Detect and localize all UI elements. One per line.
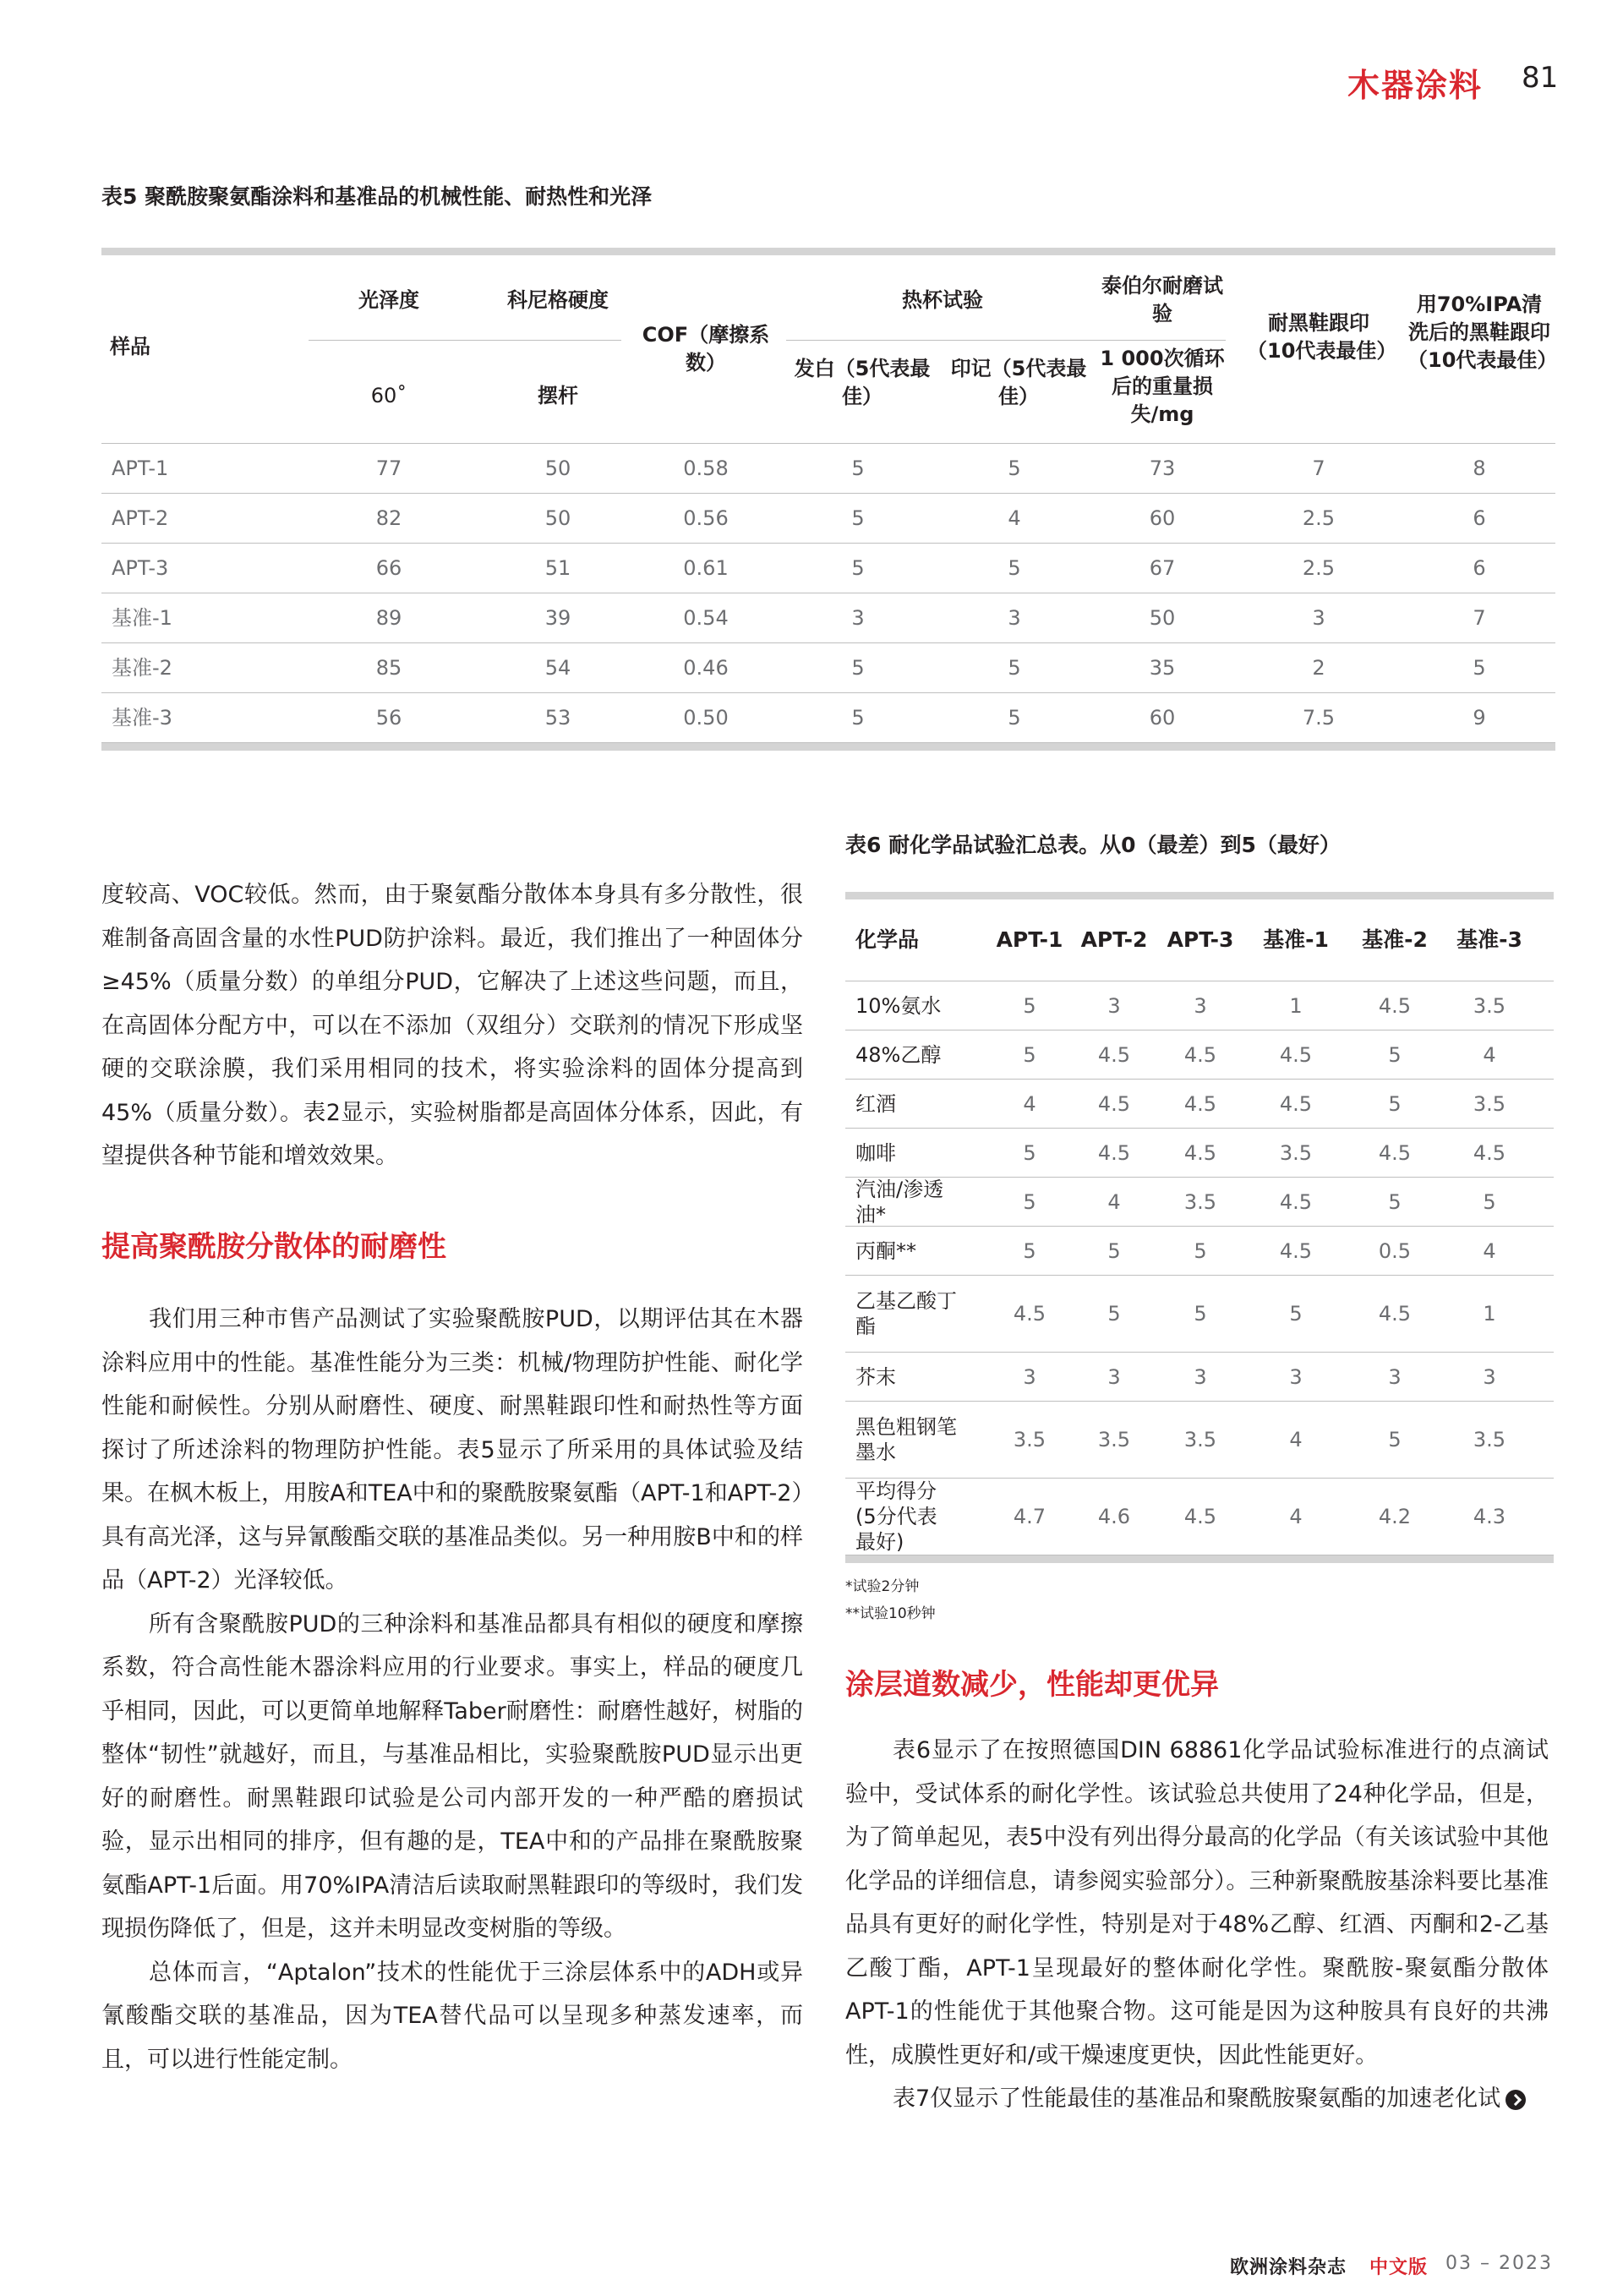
table-cell: 50 (544, 506, 571, 530)
table-cell: 4.5 (1378, 1302, 1412, 1326)
table-cell: 4 (1483, 1042, 1496, 1067)
table-row (101, 693, 1555, 743)
table-cell: 0.46 (683, 656, 729, 680)
paragraph: 总体而言，“Aptalon”技术的性能优于三涂层体系中的ADH或异氰酸酯交联的基准品，因为TEA替代品可以呈现多种蒸发速率，而且，可以进行性能定制。 (101, 1959, 803, 2073)
table-cell: 5 (1289, 1302, 1303, 1326)
table-cell: 4.5 (1183, 1042, 1217, 1067)
table-cell: 5 (1023, 1042, 1036, 1067)
table-cell: 5 (1008, 556, 1021, 580)
table-cell: 3 (1023, 1364, 1036, 1389)
col-taber: 泰伯尔耐磨试验 (1101, 274, 1223, 325)
table-cell: 5 (1008, 706, 1021, 730)
table5-title: 表5 聚酰胺聚氨酯涂料和基准品的机械性能、耐热性和光泽 (101, 184, 653, 209)
col-hardness-sub: 摆杆 (538, 384, 578, 407)
page-number: 81 (1522, 61, 1559, 95)
row-label: APT-2 (112, 506, 169, 530)
table-cell: 3 (851, 606, 865, 630)
table-cell: 4.5 (1378, 1140, 1412, 1165)
table-cell: 0.61 (683, 556, 729, 580)
col-taber-sub: 1 000次循环后的重量损失/mg (1100, 347, 1225, 426)
edition-label: 中文版 (1369, 2257, 1429, 2278)
table-cell: 67 (1149, 556, 1176, 580)
section-heading: 提高聚酰胺分散体的耐磨性 (101, 1229, 446, 1264)
hardness-divider (309, 340, 621, 341)
table6 (845, 892, 1554, 1627)
section-heading: 涂层道数减少，性能却更优异 (845, 1668, 1219, 1702)
table-cell: 89 (375, 606, 402, 630)
table-cell: 50 (1149, 606, 1176, 630)
table5 (101, 248, 1558, 751)
table-cell: 5 (1388, 1091, 1402, 1116)
table-cell: 5 (851, 556, 865, 580)
table-cell: 0.58 (683, 456, 729, 480)
row-label: 10%氨水 (855, 993, 942, 1018)
table-row (845, 1227, 1554, 1276)
paragraph: 我们用三种市售产品测试了实验聚酰胺PUD，以期评估其在木器涂料应用中的性能。基准性能分为三类：机械/物理防护性能、耐化学性能和耐候性。分别从耐磨性、硬度、耐黑鞋跟印性和耐热性等方面探讨了所述涂料的物理防护性能。表5显示了所采用的具体试验及结果。在枫木板上，用胺A和TEA中和的聚酰胺聚氨酯（APT-1和APT-2）具有高光泽，这与异氰酸酯交联的基准品类似。另一种用胺B中和的样品（APT-2）光泽较低。 (101, 1306, 803, 1594)
table-cell: 8 (1473, 456, 1486, 480)
table-row (101, 593, 1555, 643)
row-label: 乙基乙酸丁酯 (855, 1289, 957, 1338)
table-cell: 50 (544, 456, 571, 480)
table-cell: 4.5 (1279, 1238, 1313, 1263)
table-cell: 51 (544, 556, 571, 580)
table-cell: 39 (544, 606, 571, 630)
table-cell: 4 (1289, 1505, 1303, 1528)
table-row (845, 1479, 1554, 1555)
table-row (101, 643, 1555, 693)
table-cell: 5 (1023, 1140, 1036, 1165)
table-cell: 0.5 (1378, 1238, 1412, 1263)
table-cell: 5 (1023, 1189, 1036, 1214)
col-hotcup-b: 印记（5代表最佳） (950, 357, 1087, 408)
table-cell: 5 (851, 506, 865, 530)
table-cell: 6 (1473, 556, 1486, 580)
table-cell: 5 (1388, 1428, 1402, 1451)
table-cell: 5 (1107, 1302, 1121, 1326)
table-cell: 5 (851, 706, 865, 730)
row-label: 丙酮** (855, 1238, 916, 1263)
continue-arrow-icon (1506, 2090, 1526, 2110)
row-label: 红酒 (855, 1091, 896, 1116)
table-cell: 4.3 (1473, 1505, 1506, 1528)
row-label: 基准-3 (112, 706, 172, 730)
table-row (845, 1402, 1554, 1479)
row-label: 汽油/渗透油* (855, 1177, 944, 1227)
table-cell: 54 (544, 656, 571, 680)
table-cell: 7.5 (1302, 706, 1336, 730)
row-label: 咖啡 (855, 1140, 896, 1165)
table-cell: 66 (375, 556, 402, 580)
table-cell: 4 (1107, 1189, 1121, 1214)
table-row (101, 444, 1555, 494)
table-cell: 3 (1194, 1364, 1207, 1389)
table-cell: 7 (1312, 456, 1325, 480)
table-cell: 3.5 (1473, 993, 1506, 1018)
table-row (845, 1178, 1554, 1227)
table-cell: 3.5 (1183, 1189, 1217, 1214)
table-cell: 4.5 (1097, 1042, 1131, 1067)
row-label: 芥末 (855, 1364, 896, 1389)
table-cell: 4 (1023, 1091, 1036, 1116)
table-cell: 3 (1194, 993, 1207, 1018)
table5-body (101, 444, 1555, 743)
table-cell: 60 (1149, 706, 1176, 730)
column-header: 基准-1 (1263, 927, 1329, 952)
table6-body (845, 981, 1554, 1555)
table-cell: 1 (1289, 993, 1303, 1018)
table-cell: 4 (1008, 506, 1021, 530)
table-cell: 4.5 (1378, 993, 1412, 1018)
table-row (845, 1353, 1554, 1402)
table-row (845, 1129, 1554, 1178)
column-header: APT-2 (1080, 927, 1148, 952)
table-cell: 5 (1483, 1189, 1496, 1214)
table-cell: 3 (1107, 1364, 1121, 1389)
table-cell: 5 (1388, 1042, 1402, 1067)
table-cell: 5 (1194, 1238, 1207, 1263)
table-cell: 4.5 (1279, 1091, 1313, 1116)
table-cell: 3 (1312, 606, 1325, 630)
row-label: APT-1 (112, 456, 169, 480)
table-cell: 4.5 (1183, 1140, 1217, 1165)
table-cell: 3.5 (1279, 1140, 1313, 1165)
table-cell: 5 (1008, 456, 1021, 480)
table-cell: 2 (1312, 656, 1325, 680)
column-header: 基准-2 (1362, 927, 1428, 952)
taber-divider (1099, 340, 1226, 341)
table-cell: 5 (1023, 993, 1036, 1018)
table-cell: 5 (1107, 1238, 1121, 1263)
table-cell: 85 (375, 656, 402, 680)
table-cell: 4.5 (1183, 1091, 1217, 1116)
table-cell: 5 (1008, 656, 1021, 680)
table-cell: 4.5 (1183, 1505, 1217, 1528)
table-cell: 5 (1473, 656, 1486, 680)
col-scuff-ipa: 用70%IPA清洗后的黑鞋跟印（10代表最佳） (1407, 292, 1558, 372)
row-label: 48%乙醇 (855, 1042, 942, 1067)
section-title: 木器涂料 (1347, 67, 1484, 104)
table-cell: 5 (851, 656, 865, 680)
paragraph: 所有含聚酰胺PUD的三种涂料和基准品都具有相似的硬度和摩擦系数，符合高性能木器涂料应用的行业要求。事实上，样品的硬度几乎相同，因此，可以更简单地解释Taber耐磨性：耐磨性越好，树脂的整体“韧性”就越好，而且，与基准品相比，实验聚酰胺PUD显示出更好的耐磨性。耐黑鞋跟印试验是公司内部开发的一种严酷的磨损试验，显示出相同的排序，但有趣的是，TEA中和的产品排在聚酰胺聚氨酯APT-1后面。用70%IPA清洁后读取耐黑鞋跟印的等级时，我们发现损伤降低了，但是，这并未明显改变树脂的等级。 (101, 1610, 803, 1942)
table-cell: 3 (1483, 1364, 1496, 1389)
table-row (101, 494, 1555, 544)
column-header: APT-3 (1167, 927, 1234, 952)
table-cell: 4.5 (1097, 1140, 1131, 1165)
table-row (845, 981, 1554, 1030)
table-cell: 77 (375, 456, 402, 480)
table-cell: 53 (544, 706, 571, 730)
table-cell: 3.5 (1097, 1428, 1131, 1451)
table-cell: 3 (1289, 1364, 1303, 1389)
paragraph-text: 表7仅显示了性能最佳的基准品和聚酰胺聚氨酯的加速老化试 (893, 2086, 1501, 2112)
table-cell: 3 (1388, 1364, 1402, 1389)
row-label: 基准-1 (112, 606, 172, 630)
col-hotcup: 热杯试验 (902, 288, 983, 312)
paragraph (845, 2077, 1549, 2121)
table-row (845, 1276, 1554, 1353)
paragraph: 表6显示了在按照德国DIN 68861化学品试验标准进行的点滴试验中，受试体系的耐化学性。该试验总共使用了24种化学品，但是，为了简单起见，表5中没有列出得分最高的化学品（有关该试验中其他化学品的详细信息，请参阅实验部分）。三种新聚酰胺基涂料要比基准品具有更好的耐化学性，特别是对于48%乙醇、红酒、丙酮和2-乙基乙酸丁酯，APT-1呈现最好的整体耐化学性。聚酰胺-聚氨酯分散体APT-1的性能优于其他聚合物。这可能是因为这种胺具有良好的共沸性，成膜性更好和/或干燥速度更快，因此性能更好。 (845, 1737, 1549, 2069)
table-cell: 3.5 (1013, 1428, 1046, 1451)
row-label: 平均得分(5分代表最好) (855, 1479, 937, 1554)
table-cell: 5 (851, 456, 865, 480)
table-cell: 0.54 (683, 606, 729, 630)
row-label: 黑色粗钢笔墨水 (855, 1415, 957, 1464)
table-cell: 4.5 (1279, 1042, 1313, 1067)
col-gloss: 光泽度 (358, 288, 419, 312)
table-row (845, 1080, 1554, 1129)
table6-header (845, 899, 1554, 981)
left-column (101, 873, 803, 2081)
table-cell: 3.5 (1183, 1428, 1217, 1451)
table-cell: 0.50 (683, 706, 729, 730)
col-sample: 样品 (110, 335, 150, 358)
col-hardness: 科尼格硬度 (507, 288, 609, 312)
table-cell: 5 (1388, 1189, 1402, 1214)
col-gloss-sub: 60˚ (370, 384, 407, 407)
footnote: *试验2分钟 (845, 1578, 920, 1595)
table-cell: 4.5 (1013, 1302, 1046, 1326)
column-header: 化学品 (855, 927, 920, 952)
footnote: **试验10秒钟 (845, 1605, 936, 1622)
table-cell: 4.2 (1378, 1505, 1412, 1528)
hotcup-divider (786, 340, 1099, 341)
col-hotcup-a: 发白（5代表最佳） (794, 357, 931, 408)
table-cell: 4 (1483, 1238, 1496, 1263)
table-cell: 3.5 (1473, 1091, 1506, 1116)
table-cell: 4.7 (1013, 1505, 1046, 1528)
row-label: APT-3 (112, 556, 169, 580)
table-cell: 3 (1107, 993, 1121, 1018)
table-cell: 4.5 (1473, 1140, 1506, 1165)
row-label: 基准-2 (112, 656, 172, 680)
table-cell: 1 (1483, 1302, 1496, 1326)
table-cell: 4.5 (1279, 1189, 1313, 1214)
table-cell: 5 (1023, 1238, 1036, 1263)
paragraph: 度较高、VOC较低。然而，由于聚氨酯分散体本身具有多分散性，很难制备高固含量的水性PUD防护涂料。最近，我们推出了一种固体分≥45%（质量分数）的单组分PUD，它解决了上述这些问题，而且，在高固体分配方中，可以在不添加（双组分）交联剂的情况下形成坚硬的交联涂膜，我们采用相同的技术，将实验涂料的固体分提高到45%（质量分数）。表2显示，实验树脂都是高固体分体系，因此，有望提供各种节能和增效效果。 (101, 882, 803, 1169)
table-row (101, 544, 1555, 593)
table-cell: 2.5 (1302, 506, 1336, 530)
table-cell: 60 (1149, 506, 1176, 530)
table-cell: 4 (1289, 1428, 1303, 1451)
table6-bottom-rule (845, 1555, 1554, 1563)
table-cell: 73 (1149, 456, 1176, 480)
table-cell: 0.56 (683, 506, 729, 530)
table-cell: 4.5 (1097, 1091, 1131, 1116)
table-row (845, 1030, 1554, 1080)
magazine-name: 欧洲涂料杂志 (1230, 2257, 1347, 2278)
table-cell: 82 (375, 506, 402, 530)
table5-top-rule (101, 248, 1555, 255)
table-cell: 3 (1008, 606, 1021, 630)
table6-title: 表6 耐化学品试验汇总表。从0（最差）到5（最好） (845, 833, 1341, 857)
table-cell: 7 (1473, 606, 1486, 630)
table-cell: 6 (1473, 506, 1486, 530)
column-header: APT-1 (996, 927, 1063, 952)
right-column (845, 1729, 1549, 2121)
table-cell: 5 (1194, 1302, 1207, 1326)
table-cell: 2.5 (1302, 556, 1336, 580)
table5-header (101, 255, 1558, 444)
issue-number: 03 – 2023 (1445, 2253, 1553, 2274)
col-scuff: 耐黑鞋跟印（10代表最佳） (1247, 311, 1397, 363)
col-cof: COF（摩擦系数） (642, 323, 770, 374)
table5-bottom-rule (101, 743, 1555, 751)
table-cell: 9 (1473, 706, 1486, 730)
column-header: 基准-3 (1456, 927, 1522, 952)
table-cell: 35 (1149, 656, 1176, 680)
table-cell: 3.5 (1473, 1428, 1506, 1451)
table-cell: 4.6 (1097, 1505, 1131, 1528)
table6-top-rule (845, 892, 1554, 899)
table-cell: 56 (375, 706, 402, 730)
